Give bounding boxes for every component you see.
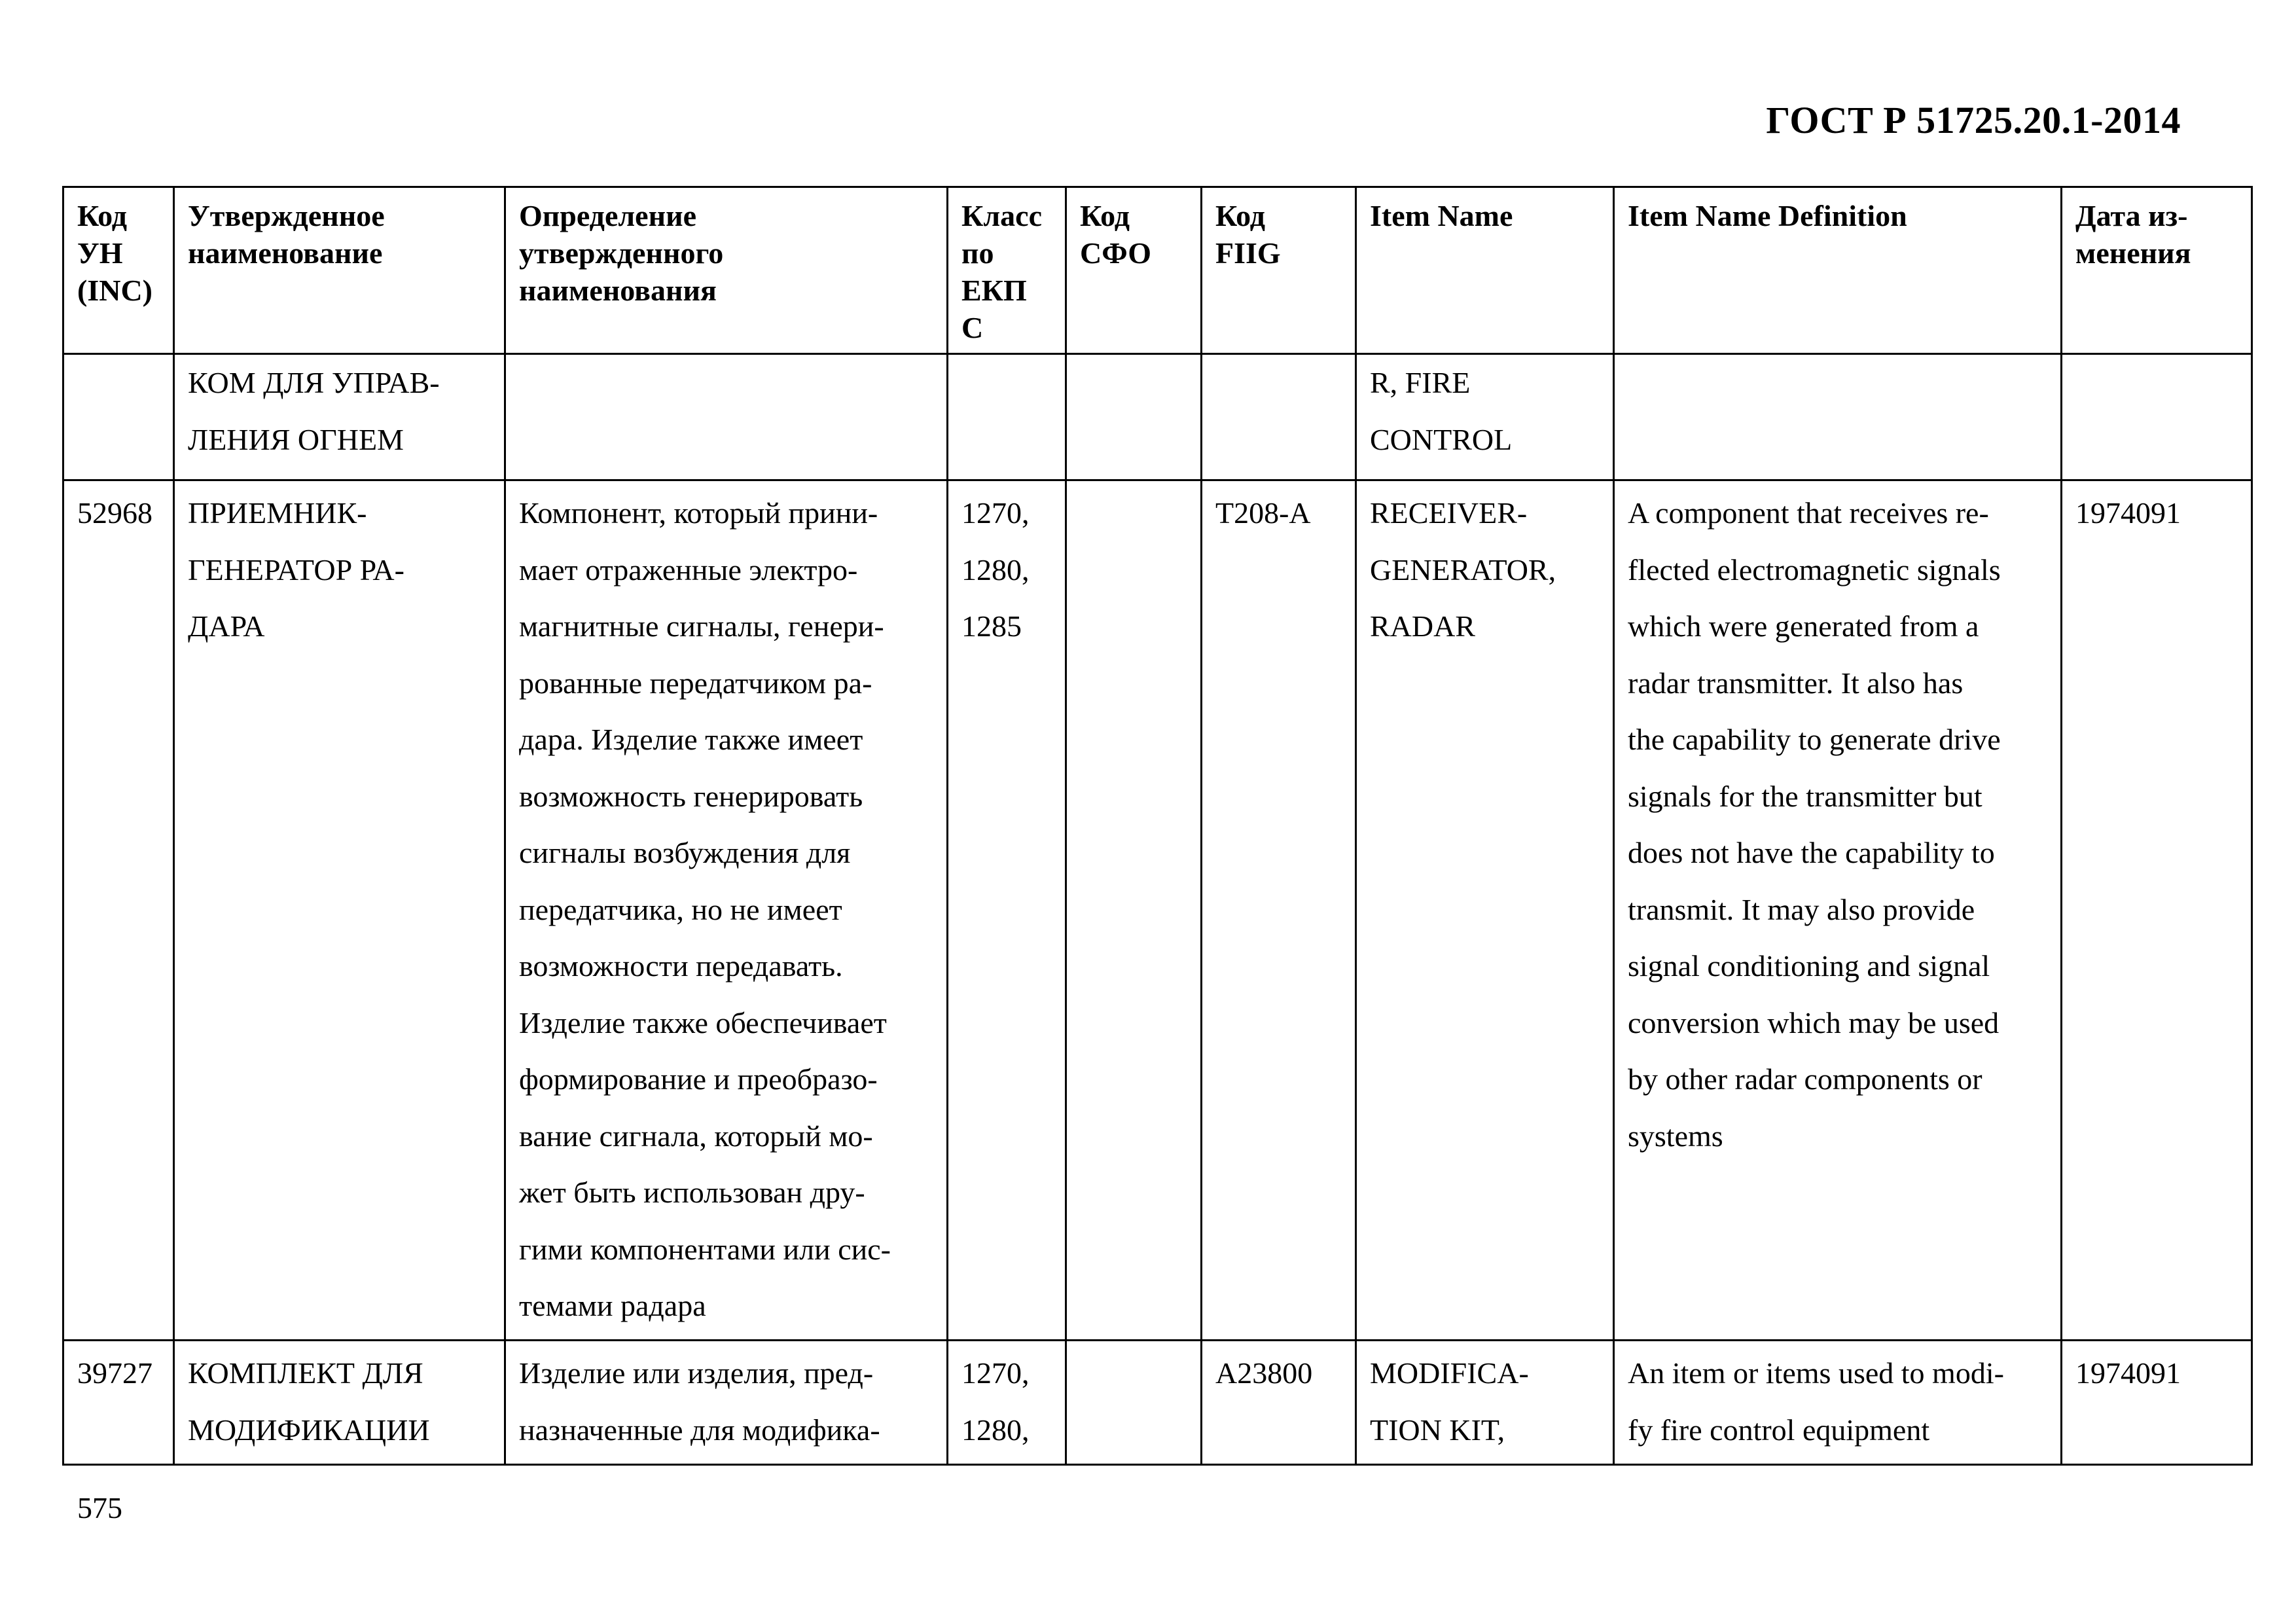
cell-text-line: An item or items used to modi- [1628, 1356, 2004, 1390]
cell-text-line: сигналы возбуждения для [519, 836, 851, 869]
table-header-row [63, 187, 2252, 354]
cell-text-line: менения [2075, 236, 2191, 270]
cell-change-date [2062, 480, 2252, 1341]
cell-approved-name [174, 1341, 505, 1465]
cell-text-line: 39727 [77, 1356, 152, 1390]
cell-text-line: 1285 [961, 609, 1022, 643]
cell-text-line: MODIFICA- [1370, 1356, 1529, 1390]
cell-text-line: МОДИФИКАЦИИ [188, 1413, 430, 1447]
col-header-item-name-definition [1614, 187, 2062, 354]
cell-text-line: формирование и преобразо- [519, 1062, 878, 1096]
cell-text-line: T208-A [1215, 496, 1311, 530]
cell-item-name [1356, 480, 1614, 1341]
cell-name-definition [505, 354, 948, 480]
cell-text-line: возможности передавать. [519, 949, 843, 983]
cell-text-line: systems [1628, 1119, 1723, 1153]
cell-text-line: мает отраженные электро- [519, 552, 858, 586]
cell-text-line: FIIG [1215, 236, 1281, 270]
cell-fiig-code [1202, 480, 1356, 1341]
cell-text-line: Item Name [1370, 199, 1513, 232]
page-number: 575 [77, 1491, 122, 1525]
cell-text-line: СФО [1080, 236, 1152, 270]
col-header-name-definition [505, 187, 948, 354]
cell-name-definition [505, 1341, 948, 1465]
cell-text-line: Определение [519, 199, 697, 232]
cell-item-name-definition [1614, 354, 2062, 480]
cell-text-line: 1270, [961, 496, 1030, 530]
cell-text-line: (INC) [77, 274, 152, 307]
cell-text-line: A23800 [1215, 1356, 1313, 1390]
cell-text-line: which were generated from a [1628, 609, 1979, 643]
cell-text-line: radar transmitter. It also has [1628, 666, 1964, 700]
cell-text-line: 1974091 [2075, 496, 2181, 530]
cell-text-line: Изделие или изделия, пред- [519, 1356, 874, 1390]
cell-item-name [1356, 354, 1614, 480]
cell-item-name-definition [1614, 1341, 2062, 1465]
col-header-change-date [2062, 187, 2252, 354]
cell-text-line: 1974091 [2075, 1356, 2181, 1390]
cell-text-line: CONTROL [1370, 422, 1513, 456]
cell-text-line: fy fire control equipment [1628, 1413, 1930, 1447]
col-header-class [948, 187, 1066, 354]
cell-change-date [2062, 1341, 2252, 1465]
cell-text-line: КОМПЛЕКТ ДЛЯ [188, 1356, 423, 1390]
cell-text-line: дара. Изделие также имеет [519, 723, 863, 756]
cell-text-line: Компонент, который прини- [519, 496, 878, 530]
cell-class [948, 1341, 1066, 1465]
cell-text-line: ДАРА [188, 609, 265, 643]
cell-text-line: RADAR [1370, 609, 1476, 643]
cell-fiig-code [1202, 354, 1356, 480]
cell-text-line: A component that receives re- [1628, 496, 1989, 530]
cell-sfo-code [1066, 1341, 1202, 1465]
cell-text-line: ЛЕНИЯ ОГНЕМ [188, 422, 404, 456]
cell-text-line: темами радара [519, 1289, 706, 1322]
cell-inc [63, 480, 174, 1341]
cell-text-line: наименования [519, 274, 717, 307]
cell-text-line: GENERATOR, [1370, 552, 1556, 586]
cell-text-line: КОМ ДЛЯ УПРАВ- [188, 366, 440, 399]
document-code: ГОСТ Р 51725.20.1-2014 [1766, 99, 2181, 141]
table-row [63, 480, 2252, 1341]
inc-table [62, 186, 2253, 1466]
cell-text-line: возможность генерировать [519, 779, 863, 813]
col-header-item-name [1356, 187, 1614, 354]
table-row [63, 1341, 2252, 1465]
cell-text-line: магнитные сигналы, генери- [519, 609, 884, 643]
cell-text-line: Item Name Definition [1628, 199, 1907, 232]
cell-text-line: по [961, 236, 994, 270]
cell-text-line: Изделие также обеспечивает [519, 1005, 887, 1039]
table-row [63, 354, 2252, 480]
cell-text-line: the capability to generate drive [1628, 723, 2001, 756]
cell-text-line: С [961, 311, 984, 344]
cell-item-name-definition [1614, 480, 2062, 1341]
cell-fiig-code [1202, 1341, 1356, 1465]
cell-text-line: Код [1215, 199, 1266, 232]
cell-inc [63, 354, 174, 480]
cell-inc [63, 1341, 174, 1465]
cell-text-line: does not have the capability to [1628, 836, 1995, 869]
cell-text-line: гими компонентами или сис- [519, 1232, 891, 1266]
cell-text-line: жет быть использован дру- [519, 1176, 865, 1209]
cell-text-line: signal conditioning and signal [1628, 949, 1990, 983]
cell-sfo-code [1066, 354, 1202, 480]
cell-text-line: Код [1080, 199, 1130, 232]
col-header-sfo-code [1066, 187, 1202, 354]
cell-text-line: вание сигнала, который мо- [519, 1119, 873, 1153]
cell-text-line: TION KIT, [1370, 1413, 1505, 1447]
cell-item-name [1356, 1341, 1614, 1465]
cell-text-line: ПРИЕМНИК- [188, 496, 367, 530]
cell-text-line: Код [77, 199, 128, 232]
cell-approved-name [174, 354, 505, 480]
cell-text-line: 1270, [961, 1356, 1030, 1390]
cell-text-line: ГЕНЕРАТОР РА- [188, 552, 404, 586]
col-header-fiig-code [1202, 187, 1356, 354]
cell-text-line: наименование [188, 236, 383, 270]
cell-text-line: назначенные для модифика- [519, 1413, 880, 1447]
cell-text-line: 52968 [77, 496, 152, 530]
cell-change-date [2062, 354, 2252, 480]
cell-class [948, 480, 1066, 1341]
cell-text-line: transmit. It may also provide [1628, 892, 1975, 926]
cell-text-line: Класс [961, 199, 1042, 232]
cell-text-line: передатчика, но не имеет [519, 892, 842, 926]
cell-text-line: flected electromagnetic signals [1628, 552, 2001, 586]
cell-class [948, 354, 1066, 480]
cell-text-line: conversion which may be used [1628, 1005, 2000, 1039]
cell-text-line: рованные передатчиком ра- [519, 666, 872, 700]
cell-text-line: ЕКП [961, 274, 1027, 307]
cell-text-line: signals for the transmitter but [1628, 779, 1982, 813]
col-header-approved-name [174, 187, 505, 354]
cell-text-line: утвержденного [519, 236, 724, 270]
col-header-inc [63, 187, 174, 354]
cell-sfo-code [1066, 480, 1202, 1341]
cell-text-line: Утвержденное [188, 199, 385, 232]
cell-text-line: RECEIVER- [1370, 496, 1528, 530]
cell-name-definition [505, 480, 948, 1341]
cell-text-line: УН [77, 236, 123, 270]
cell-text-line: 1280, [961, 1413, 1030, 1447]
cell-text-line: Дата из- [2075, 199, 2188, 232]
cell-text-line: by other radar components or [1628, 1062, 1982, 1096]
cell-text-line: 1280, [961, 552, 1030, 586]
cell-text-line: R, FIRE [1370, 366, 1471, 399]
cell-approved-name [174, 480, 505, 1341]
